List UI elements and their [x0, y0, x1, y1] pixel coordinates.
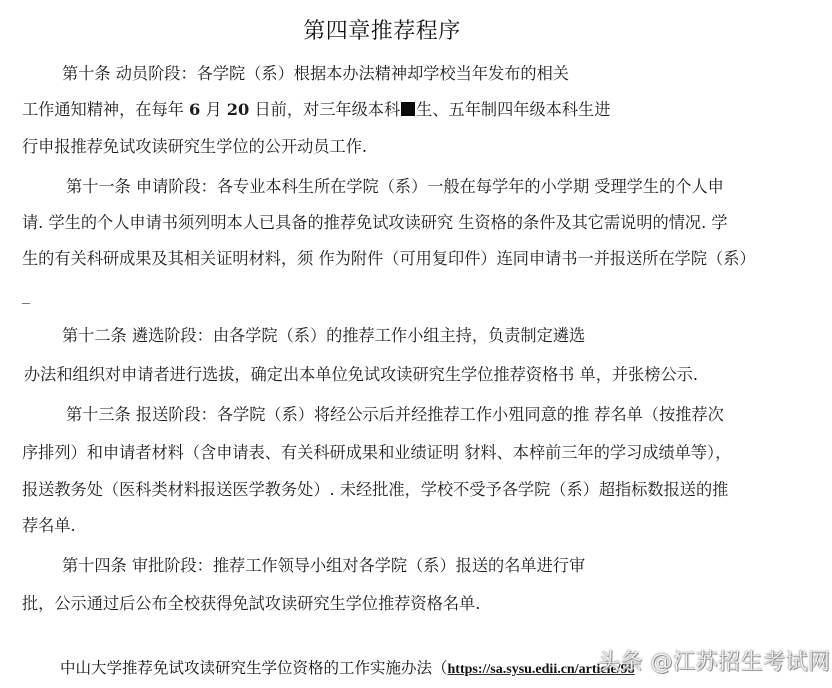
article-10-line-2 [22, 99, 610, 121]
article-14-line-1: 第十四条 审批阶段：推荐工作领导小组对各学院（系）报送的名单进行审 [62, 556, 586, 575]
source-citation [60, 656, 635, 678]
article-11-line-1: 第十一条 申请阶段：各专业本科生所在学院（系）一般在每学年的小学期 受理学生的个人申 [66, 177, 724, 196]
article-11-line-3: 生的有关科研成果及其相关证明材料，须 作为附件（可用复印件）连同申请书一并报送所在学院（系） [22, 249, 756, 268]
article-13-line-1: 第十三条 报送阶段：各学院（系）将经公示后并经推荐工作小殂同意的推 荐名单（按推荐次 [66, 405, 724, 424]
article-10-line-1: 第十条 动员阶段：各学院（系）根据本办法精神却学校当年发布的相关 [62, 64, 569, 83]
watermark: 头条 @江苏招生考试网 [598, 650, 831, 675]
date-day: 20 [226, 100, 250, 119]
redacted-block-icon [401, 102, 415, 116]
article-12-line-2: 办法和组织对申请者进行选拔，确定出本单位免试攻读研究生学位推荐资格书 单，并张榜公示. [24, 365, 698, 384]
article-14-line-2: 批，公示通过后公布全校获得免試攻读研究生学位推荐资格名单. [22, 594, 481, 613]
article-11-line-4: _ [22, 285, 31, 304]
article-10-line-2-pre: 工作通知精神，在每年 [22, 100, 190, 119]
article-10-line-2-post: 生、五年制四年级本科生进 [416, 100, 611, 119]
article-12-line-1: 第十二条 遴选阶段：由各学院（系）的推荐工作小组主持，负责制定遴选 [62, 326, 586, 345]
article-10-line-2-mid1: 月 [200, 100, 227, 119]
article-10-line-2-mid2: 日前，对三年级本科 [249, 100, 401, 119]
source-link[interactable]: https://sa.sysu.edii.cn/article/98 [447, 662, 635, 677]
article-13-line-2: 序排列）和申请者材料（含申请表、有关科研成果和业绩证明 豺料、本梓前三年的学习成绩单等）， [22, 443, 732, 462]
article-13-line-4: 荐名单. [22, 516, 76, 535]
article-11-line-2: 请. 学生的个人申请书须列明本人已具备的推荐免试攻读研究 生资格的条件及其它需说明的情况. 学 [22, 213, 728, 232]
source-title: 中山大学推荐免试攻读研究生学位资格的工作实施办法（ [60, 659, 448, 677]
date-month: 6 [189, 100, 201, 119]
article-10-line-3: 行申报推荐免试攻读研究生学位的公开动员工作. [22, 137, 368, 156]
article-13-line-3: 报送教务处（医科类材料报送医学教务处）. 未经批准，学校不受予各学院（系）超指标数报送的推 [22, 480, 729, 499]
chapter-title: 第四章推荐程序 [303, 19, 461, 44]
